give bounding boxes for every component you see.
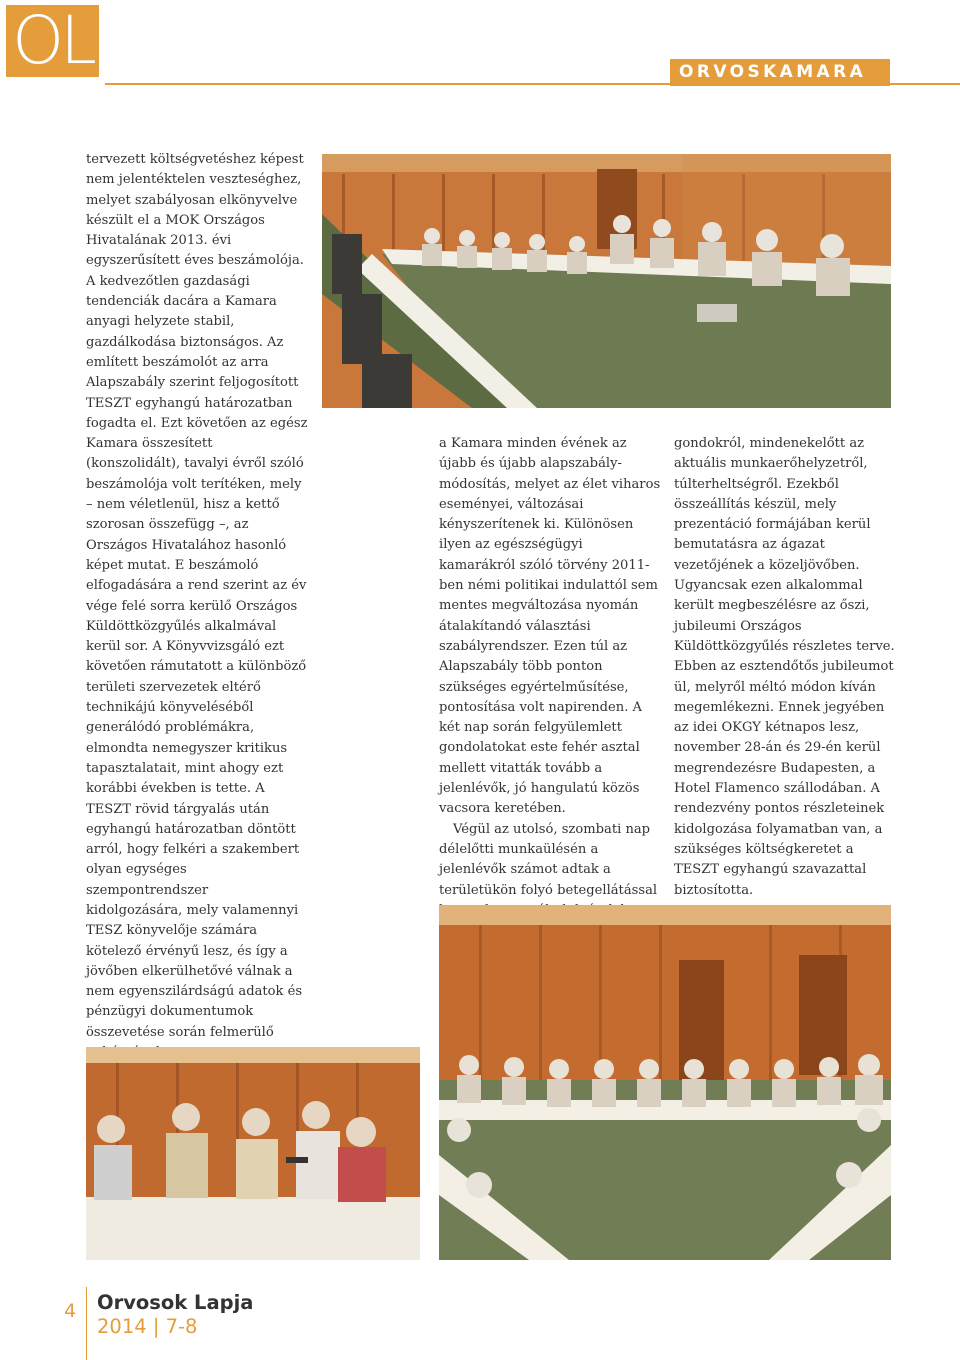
col3-paragraph-1: gondokról, mindenekelőtt az aktuális munkaerőhelyzetről, túlterheltségről. Ezekből összeállítás készül, mely prezentáció formájában kerül bemutatásra az ágazat vezetőjének a közeljövőben. Ugyancsak ezen alkalommal került megbeszélésre az őszi, jubileumi Országos Küldöttközgyűlés részletes terve. Ebben az esztendőtős jubileumot ül, melyről méltó módon kíván megemlékezni. Ennek jegyében az idei OKGY kétnapos lesz, november 28-án és 29-én kerül megrendezésre Budapesten, a Hotel Flamenco szállodában. A rendezvény pontos részleteinek kidolgozása folyamatban van, a szükséges költségkeretet a TESZT egyhangú szavazattal biztosította. xyxy=(674,436,895,898)
magazine-title: Orvosok Lapja xyxy=(97,1291,254,1314)
photo-speakers-table xyxy=(86,1047,420,1260)
header-rule xyxy=(105,83,960,85)
photo-meeting-u-table xyxy=(439,905,891,1260)
photo-meeting-room-wide xyxy=(322,154,891,408)
text-column-3 xyxy=(674,434,896,901)
col1-paragraph-1: tervezett költségvetéshez képest nem jelentéktelen veszteséghez, melyet szabályosan elkönyvelve készült el a MOK Országos Hivatalának 2013. évi egyszerűsített éves beszámolója. A kedvezőtlen gazdasági tendenciák dacára a Kamara anyagi helyzete stabil, gazdálkodása biztonságos. Az említett beszámolót az arra Alapszabály szerint feljogosított TESZT egyhangú határozatban fogadta el. Ezt követően az egész Kamara összesített (konszolidált), tavalyi évről szóló beszámolója volt terítéken, mely – nem véletlenül, hisz a kettő szorosan összefügg –, az Országos Hivatalához hasonló képet mutat. E beszámoló elfogadására a rend szerint az év vége felé sorra kerülő Országos Küldöttközgyűlés alkalmával kerül sor. A Könyvvizsgáló ezt követően rámutatott a különböző területi szervezetek eltérő technikájú könyveléséből generálódó problémákra, elmondta nemegyszer kritikus tapasztalatait, mint ahogy ezt korábbi években is tette. A TESZT rövid tárgyalás után egyhangú határozatban döntött arról, hogy felkéri a szakembert olyan egységes szempontrendszer kidolgozására, mely valamennyi TESZ könyvelője számára kötelező érvényű lesz, és így a jövőben elkerülhetővé válnak a nem egyenszilárdságú adatok és pénzügyi dokumentumok összevetése során felmerülő xyxy=(86,152,308,1040)
footer-rule xyxy=(86,1287,87,1360)
page-number: 4 xyxy=(64,1300,77,1322)
text-column-2 xyxy=(439,434,661,941)
section-title: ORVOSKAMARA xyxy=(670,59,890,86)
col2-paragraph-2: Végül az utolsó, szombati nap délelőtti munkaülésén a jelenlévők számot adtak a területükön folyó betegellátással xyxy=(439,821,658,898)
issue-number: 2014 | 7-8 xyxy=(97,1315,198,1338)
magazine-logo: OL xyxy=(6,5,99,77)
text-column-1 xyxy=(86,150,308,1165)
col2-paragraph-1: a Kamara minden évének az újabb és újabb alapszabály-módosítás, melyet az élet viharos eseményei, változásai kényszerítenek ki. Különösen ilyen az egészségügyi kamarákról szóló törvény 2011-ben némi politikai indulattól sem mentes megváltozása nyomán átalakítandó választási szabályrendszer. Ezen túl az Alapszabály több ponton szükséges egyértelműsítése, pontosítása volt napirenden. A két nap során felgyülemlett gondolatokat este fehér asztal mellett vitatták tovább a jelenlévők, jó hangulatú közös vacsora keretében. xyxy=(439,436,661,817)
